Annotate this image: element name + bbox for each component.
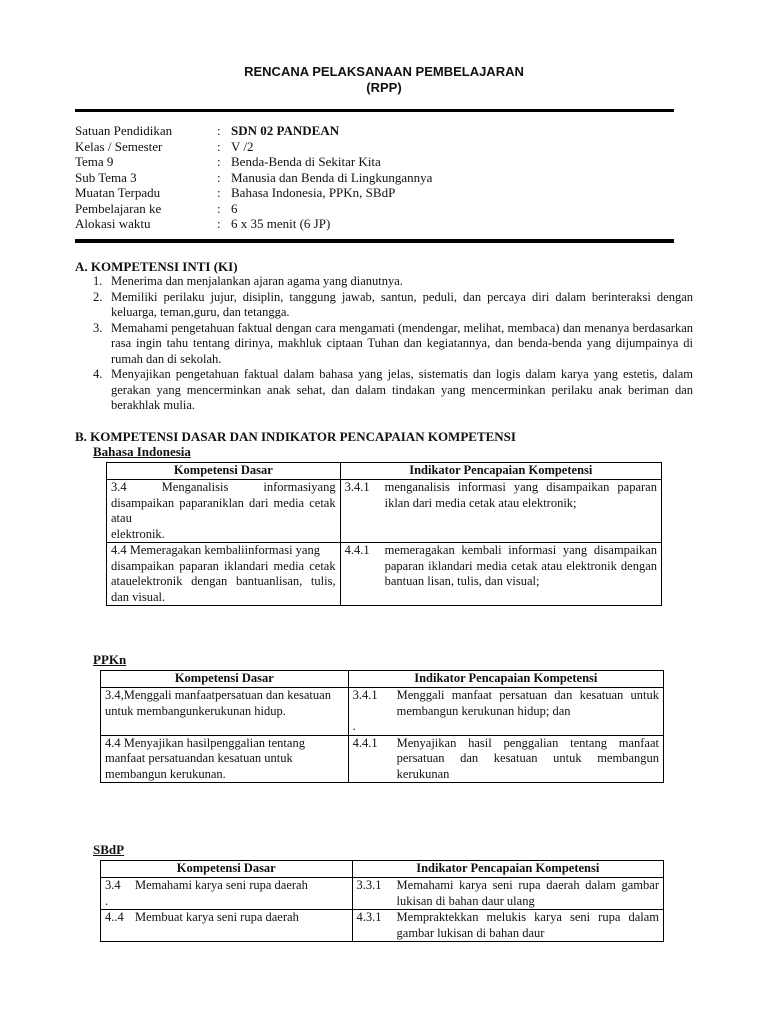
subject-heading-bahasa: Bahasa Indonesia [93,444,191,459]
ipk-cell [352,878,663,910]
column-header-ipk: Indikator Pencapaian Kompetensi [340,463,661,480]
identity-row [75,170,591,186]
list-item-number: 3. [93,320,103,335]
table-row [107,543,662,606]
section-a-heading: A. KOMPETENSI INTI (KI) [75,259,238,274]
table-row [101,688,664,736]
table-header-row [101,671,664,688]
kd-text: 3.4,Menggali manfaatpersatuan dan kesatuan [105,688,331,702]
ipk-text: Memahami karya seni rupa daerah dalam gambar lukisan di bahan daur ulang [396,878,659,908]
identity-label: Kelas / Semester [75,138,163,154]
identity-value: V /2 [231,138,254,154]
ipk-extra: . [352,719,356,733]
document-subtitle: (RPP) [366,80,402,95]
list-item-number: 2. [93,289,103,304]
identity-label: Sub Tema 3 [75,169,137,185]
kd-text: untuk membangunkerukunan hidup. [105,703,286,718]
column-header-kd: Kompetensi Dasar [101,671,349,688]
sbdp-table [100,860,664,942]
kd-text: Membuat karya seni rupa daerah [135,910,299,924]
ipk-cell [348,688,663,736]
identity-row [75,185,591,201]
table-row [101,910,664,942]
subject-heading-ppkn: PPKn [93,652,127,667]
subject-heading-sbdp: SBdP [93,842,125,857]
identity-separator: : [217,154,221,169]
kd-text: manfaat persatuandan kesatuan untuk [105,751,293,765]
kd-text: membangun kerukunan. [105,766,226,781]
column-header-ipk: Indikator Pencapaian Kompetensi [352,861,663,878]
kd-cell [107,543,341,606]
kd-number: 3.4 [105,878,121,892]
kd-extra: . [105,893,109,908]
ipk-text: memeragakan kembali informasi yang disampaikan paparan iklandari media cetak atau elektronik dengan bantuan lisan, tulis, dan visual; [384,543,657,588]
identity-block [75,123,591,232]
ipk-number: 4.3.1 [356,910,382,924]
identity-separator: : [217,216,221,231]
ki-list [93,274,693,414]
list-item [93,274,693,290]
kd-cell [101,878,353,910]
ipk-cell [340,480,661,543]
column-header-ipk: Indikator Pencapaian Kompetensi [348,671,663,688]
ipk-number: 3.4.1 [344,480,370,494]
identity-label: Satuan Pendidikan [75,123,173,138]
kd-cell [101,688,349,736]
identity-separator: : [217,169,221,185]
ppkn-table [100,670,664,783]
ipk-cell [340,543,661,606]
list-item [93,290,693,321]
section-b-heading: B. KOMPETENSI DASAR DAN INDIKATOR PENCAPAIAN KOMPETENSI [75,429,516,444]
list-item-number: 1. [93,274,103,288]
ipk-text: menganalisis informasi yang disampaikan paparan iklan dari media cetak atau elektronik; [384,480,657,510]
ipk-cell [348,735,663,783]
kd-text: elektronik. [111,526,165,541]
list-item-text: Memiliki perilaku jujur, disiplin, tanggung jawab, santun, peduli, dan percaya diri dalam berinteraksi dengan keluarga, teman,guru, dan tetangga. [111,289,693,319]
identity-value: Manusia dan Benda di Lingkungannya [231,169,433,185]
ipk-cell [352,910,663,942]
identity-label: Alokasi waktu [75,216,151,231]
identity-value: 6 x 35 menit (6 JP) [231,216,331,231]
identity-value: SDN 02 PANDEAN [231,123,340,138]
ipk-number: 3.3.1 [356,878,382,892]
bottom-rule [75,239,674,243]
ipk-number: 4.4.1 [352,735,378,750]
table-row [101,735,664,783]
kd-text: 3.4 Menganalisis informasiyang disampaikan paparaniklan dari media cetak atau [111,480,336,525]
identity-row [75,139,591,155]
list-item-text: Memahami pengetahuan faktual dengan cara mengamati (mendengar, melihat, membaca) dan menanya berdasarkan rasa ingin tahu tentang dirinya, makhluk ciptaan Tuhan dan kegiatannya, dan benda-benda yang dijumpainya di rumah dan di sekolah. [111,320,693,366]
identity-value: Bahasa Indonesia, PPKn, SBdP [231,185,396,200]
list-item [93,321,693,368]
table-header-row [107,463,662,480]
table-header-row [101,861,664,878]
kd-text: 4.4 Memeragakan kembaliinformasi yang [111,543,320,557]
top-rule [75,109,674,112]
identity-value: Benda-Benda di Sekitar Kita [231,154,381,169]
identity-separator: : [217,123,221,138]
identity-label: Muatan Terpadu [75,185,161,200]
identity-separator: : [217,200,221,216]
kd-cell [107,480,341,543]
table-row [107,480,662,543]
ipk-number: 3.4.1 [352,688,378,702]
list-item-text: Menerima dan menjalankan ajaran agama yang dianutnya. [111,274,403,288]
ipk-text: Menyajikan hasil penggalian tentang manfaat persatuan dan kesatuan untuk membangun kerukunan [396,735,659,781]
identity-row [75,216,591,232]
kd-text: disampaikan paparan iklandari media cetak atauelektronik dengan bantuanlisan, tulis, dan visual. [111,558,336,604]
list-item [93,367,693,414]
identity-value: 6 [231,200,238,216]
kd-text: Memahami karya seni rupa daerah [135,878,308,892]
document-title: RENCANA PELAKSANAAN PEMBELAJARAN [244,64,524,79]
kd-cell [101,735,349,783]
identity-row [75,123,591,139]
list-item-number: 4. [93,367,103,381]
bahasa-table [106,462,662,606]
column-header-kd: Kompetensi Dasar [101,861,353,878]
identity-row [75,154,591,170]
kd-number: 4..4 [105,910,124,924]
column-header-kd: Kompetensi Dasar [107,463,341,480]
list-item-text: Menyajikan pengetahuan faktual dalam bahasa yang jelas, sistematis dan logis dalam karya yang estetis, dalam gerakan yang mencerminkan anak sehat, dan dalam tindakan yang mencerminkan perilaku anak beriman dan berakhlak mulia. [111,367,693,412]
identity-separator: : [217,138,221,154]
kd-cell [101,910,353,942]
table-row [101,878,664,910]
ipk-text: Menggali manfaat persatuan dan kesatuan untuk membangun kerukunan hidup; dan [396,688,659,718]
identity-row [75,201,591,217]
identity-label: Tema 9 [75,154,114,169]
ipk-number: 4.4.1 [344,543,370,557]
identity-label: Pembelajaran ke [75,200,162,216]
ipk-text: Mempraktekkan melukis karya seni rupa dalam gambar lukisan di bahan daur [396,910,659,940]
identity-separator: : [217,185,221,200]
kd-text: 4.4 Menyajikan hasilpenggalian tentang [105,735,305,750]
